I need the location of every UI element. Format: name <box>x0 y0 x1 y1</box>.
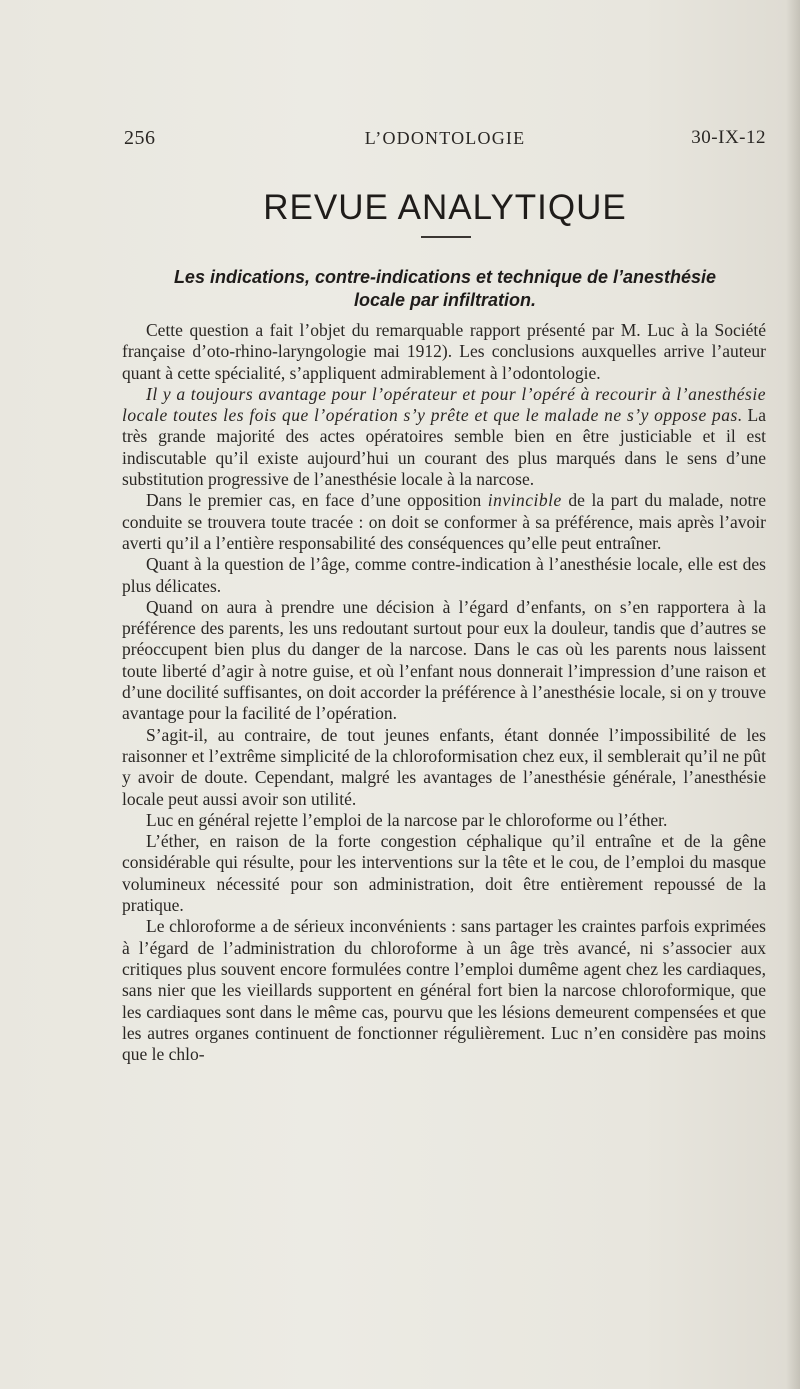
paragraph-8-text: L’éther, en raison de la forte congestion céphalique qu’il entraîne et de la gêne considérable qui résulte, pour les interventions sur la tête et le cou, de l’emploi du masque volumineux nécessité pour son administration, doit être entièrement repoussé de la pratique. <box>122 831 766 916</box>
section-title: REVUE ANALYTIQUE <box>263 188 627 227</box>
paragraph-5-text: Quand on aura à prendre une décision à l’égard d’enfants, on s’en rapportera à la préférence des parents, les uns redoutant surtout pour eux la douleur, tandis que d’autres se préoccupent bien plus du danger de la narcose. Dans le cas où les parents nous laissent toute liberté d’agir à notre guise, et où l’enfant nous donnerait l’impression d’une raison et d’une docilité suffisantes, on doit accorder la préférence à l’anesthésie locale, si on y trouve avantage pour la facilité de l’opération. <box>122 596 766 724</box>
paragraph-7-text: Luc en général rejette l’emploi de la narcose par le chloroforme ou l’éther. <box>146 809 668 830</box>
paragraph-6-text: S’agit-il, au contraire, de tout jeunes enfants, étant donnée l’impossibilité de les raisonner et l’extrême simplicité de la chloroformisation chez eux, il semblerait qu’il ne pût y avoir de doute. Cependant, malgré les avantages de l’anesthésie générale, l’anesthésie locale peut aussi avoir son utilité. <box>122 724 766 809</box>
paragraph-1 <box>122 320 766 384</box>
paragraph-2 <box>122 384 766 490</box>
journal-title: L’ODONTOLOGIE <box>364 128 526 148</box>
page-edge-shadow <box>786 0 800 1389</box>
paragraph-7 <box>122 810 766 831</box>
page-number: 256 <box>124 127 156 149</box>
paragraph-3 <box>122 490 766 554</box>
article-title <box>124 266 766 312</box>
running-header <box>124 127 766 155</box>
paragraph-3-before: Dans le premier cas, en face d’une opposition <box>146 490 488 511</box>
title-rule <box>421 236 471 238</box>
paragraph-2-italic: Il y a toujours avantage pour l’opérateur et pour l’opéré à recourir à l’anesthésie locale toutes les fois que l’opération s’y prête et que le malade ne s’y oppose pas. <box>122 383 766 426</box>
paragraph-9-text: Le chloroforme a de sérieux inconvénients : sans partager les craintes parfois exprimées à l’égard de l’administration du chloroforme à un âge très avancé, ni s’associer aux critiques plus souvent encore formulées contre l’emploi dumême agent chez les cardiaques, sans nier que les vieillards supportent en général fort bien la narcose chloroformique, que les cardiaques sont dans le même cas, pourvu que les lésions demeurent compensées et que les autres organes continuent de fonctionner régulièrement. Luc n’en considère pas moins que le chlo- <box>122 916 766 1065</box>
paragraph-8 <box>122 831 766 916</box>
paragraph-3-italic: invincible <box>487 490 562 511</box>
paragraph-9 <box>122 916 766 1065</box>
article-title-line-1: Les indications, contre-indications et technique de l’anesthésie <box>173 267 717 287</box>
paragraph-3-text: de la part du malade, notre conduite se trouvera toute tracée : on doit se conformer à sa préférence, mais après l’avoir averti qu’il a l’entière responsabilité des conséquences qu’elle peut entraîner. <box>122 490 766 553</box>
paragraph-5 <box>122 597 766 725</box>
paragraph-1-text: Cette question a fait l’objet du remarquable rapport présenté par M. Luc à la Société française d’oto-rhino-laryngologie mai 1912). Les conclusions auxquelles arrive l’auteur quant à cette spécialité, s’appliquent admirablement à l’odontologie. <box>122 320 766 383</box>
paragraph-2-text: La très grande majorité des actes opératoires semble bien en être justiciable et il est indiscutable qu’il existe aujourd’hui un courant des plus marqués dans le sens d’une substitution progressive de l’anesthésie locale à la narcose. <box>122 405 766 490</box>
article-title-line-2: locale par infiltration. <box>353 290 537 310</box>
paragraph-4 <box>122 554 766 597</box>
paragraph-4-text: Quant à la question de l’âge, comme contre-indication à l’anesthésie locale, elle est des plus délicates. <box>122 554 766 596</box>
article-body <box>122 320 766 1065</box>
paragraph-6 <box>122 725 766 810</box>
issue-date: 30-IX-12 <box>691 127 766 148</box>
